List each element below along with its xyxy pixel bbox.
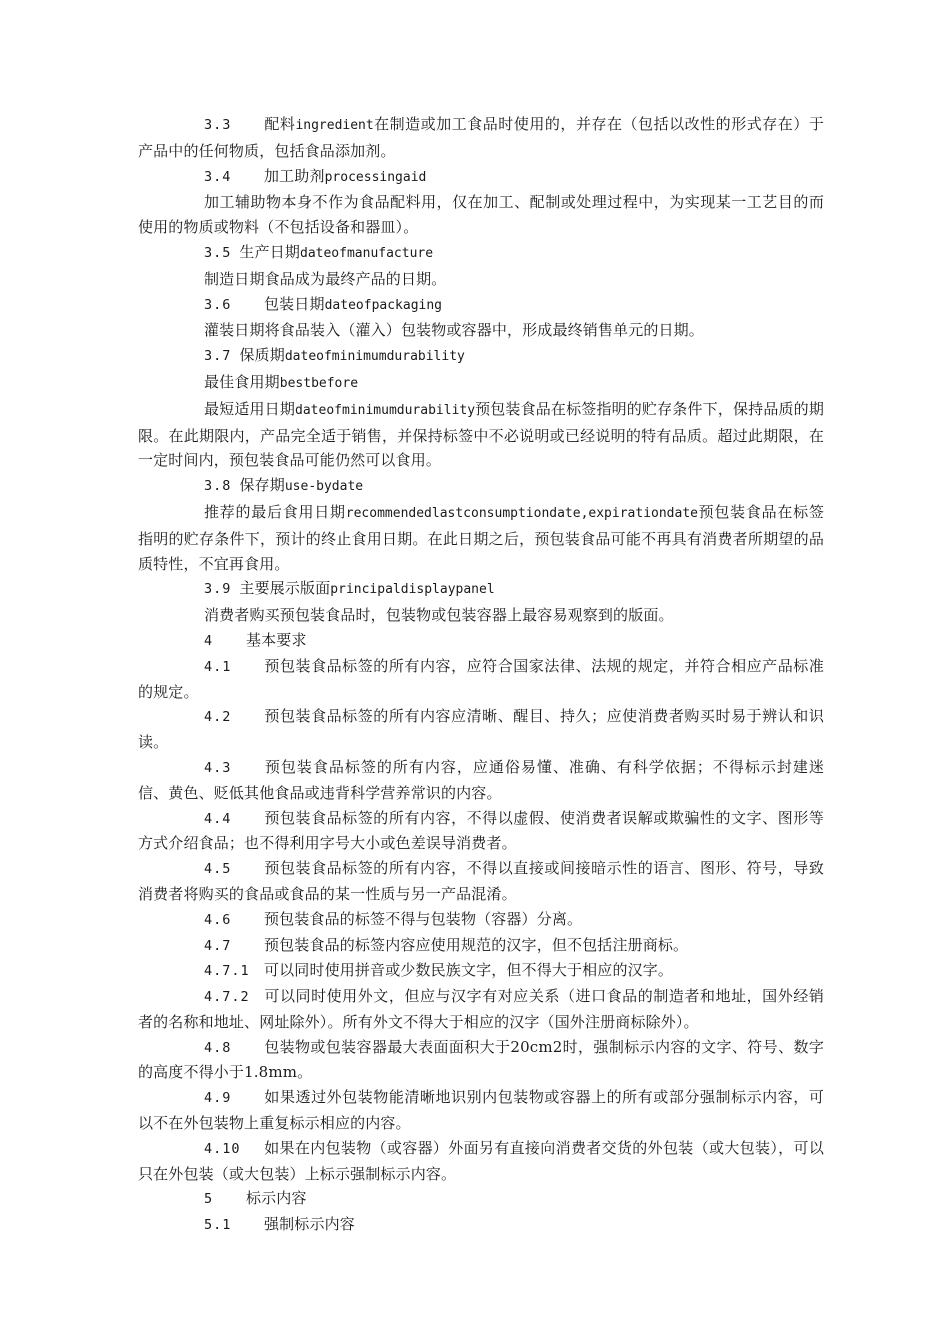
clause-text: 如果透过外包装物能清晰地识别内包装物或容器上的所有或部分强制标示内容，可以不在外包装物上重复标示相应的内容。 (138, 1088, 824, 1133)
clause-text: 预包装食品标签的所有内容，应符合国家法律、法规的规定，并符合相应产品标准的规定。 (138, 656, 824, 701)
clause-5-1 (138, 1212, 824, 1238)
term-en: dateofminimumdurability (295, 402, 476, 418)
term-cn: 主要展示版面 (239, 579, 331, 598)
clause-number: 4.10 (204, 1140, 241, 1157)
clause-number: 4.7 (204, 937, 232, 954)
clause-text: 预包装食品标签的所有内容，不得以直接或间接暗示性的语言、图形、符号，导致消费者将购买的食品或食品的某一性质与另一产品混淆。 (138, 859, 824, 903)
clause-4-3 (138, 755, 824, 806)
clause-3-6 (138, 292, 824, 319)
clause-number: 3.6 (204, 296, 232, 313)
clause-text: 包装物或包装容器最大表面面积大于20cm2时，强制标示内容的文字、符号、数字的高度不得小于1.8mm。 (138, 1037, 824, 1082)
clause-4-4 (138, 806, 824, 857)
term-en: principaldisplaypanel (330, 582, 495, 598)
section-title: 基本要求 (246, 630, 307, 649)
definition-text: 制造日期食品成为最终产品的日期。 (204, 269, 447, 288)
term-en: ingredient (295, 118, 374, 133)
clause-title: 强制标示内容 (264, 1215, 355, 1234)
term-alias (138, 370, 824, 397)
clause-number: 3.5 (204, 244, 232, 261)
term-cn: 推荐的最后食用日期 (204, 502, 346, 521)
clause-number: 4.4 (204, 810, 232, 827)
term-en: dateofminimumdurability (284, 349, 465, 365)
clause-4-8 (138, 1035, 824, 1086)
term-cn: 保存期 (239, 476, 285, 495)
clause-3-3 (138, 112, 824, 164)
clause-3-9 (138, 576, 824, 603)
clause-number: 4.7.1 (204, 963, 250, 980)
clause-number: 4 (204, 632, 214, 649)
document-body (138, 112, 824, 1238)
clause-number: 3.8 (204, 478, 232, 495)
section-4-heading (138, 628, 824, 654)
clause-text: 预包装食品在标签指明的贮存条件下，保持品质的期限。在此期限内，产品完全适于销售，并保持标签中不必说明或已经说明的特有品质。超过此期限，在一定时间内，预包装食品可能仍然可以食用。 (138, 399, 824, 470)
clause-4-9 (138, 1085, 824, 1136)
term-en: use-bydate (284, 479, 364, 495)
section-5-heading (138, 1186, 824, 1212)
clause-number: 3.9 (204, 581, 232, 598)
clause-number: 4.1 (204, 658, 232, 675)
term-en: bestbefore (279, 375, 359, 391)
clause-4-2 (138, 704, 824, 755)
clause-text: 预包装食品在标签指明的贮存条件下，预计的终止食用日期。在此日期之后，预包装食品可能不再具有消费者所期望的品质特性，不宜再食用。 (138, 502, 825, 573)
definition-text: 灌装日期将食品装入（灌入）包装物或容器中，形成最终销售单元的日期。 (204, 321, 704, 340)
clause-number: 4.2 (204, 709, 232, 726)
clause-number: 3.7 (204, 348, 232, 365)
clause-4-6 (138, 907, 824, 933)
clause-number: 4.7.2 (204, 989, 250, 1006)
clause-text: 预包装食品的标签不得与包装物（容器）分离。 (264, 909, 583, 928)
term-en: processingaid (324, 169, 427, 185)
term-cn: 最佳食用期 (204, 372, 280, 391)
term-cn: 包装日期 (264, 294, 325, 313)
clause-number: 4.9 (204, 1090, 232, 1107)
clause-4-7-2 (138, 984, 824, 1035)
clause-number: 4.5 (204, 861, 232, 878)
clause-4-5 (138, 856, 824, 907)
term-cn: 加工助剂 (264, 166, 325, 185)
clause-number: 3.4 (204, 168, 232, 185)
clause-text: 预包装食品标签的所有内容，应通俗易懂、准确、有科学依据；不得标示封建迷信、黄色、贬低其他食品或违背科学营养常识的内容。 (138, 757, 824, 802)
clause-number: 3.3 (204, 117, 232, 133)
definition-text (138, 397, 824, 473)
term-cn: 保质期 (239, 346, 285, 365)
clause-4-10 (138, 1136, 824, 1187)
term-cn: 配料 (264, 115, 296, 133)
clause-number: 5.1 (204, 1217, 232, 1234)
clause-number: 4.8 (204, 1039, 232, 1056)
term-en: recommendedlastconsumptiondate,expirationdate (345, 505, 698, 521)
clause-text: 可以同时使用拼音或少数民族文字，但不得大于相应的汉字。 (264, 961, 674, 980)
clause-4-7-1 (138, 958, 824, 984)
definition-text: 加工辅助物本身不作为食品配料用，仅在加工、配制或处理过程中，为实现某一工艺目的而使用的物质或物料（不包括设备和器皿）。 (138, 193, 824, 237)
clause-number: 5 (204, 1191, 214, 1208)
clause-3-4 (138, 164, 824, 191)
term-en: dateofmanufacture (300, 245, 434, 261)
clause-3-5 (138, 240, 824, 267)
definition-text (138, 500, 824, 576)
definition-text: 消费者购买预包装食品时，包装物或包装容器上最容易观察到的版面。 (204, 606, 674, 625)
clause-text: 在制造或加工食品时使用的，并存在（包括以改性的形式存在）于产品中的任何物质，包括食品添加剂。 (138, 115, 824, 160)
section-title: 标示内容 (246, 1189, 307, 1208)
clause-4-7 (138, 933, 824, 959)
clause-4-1 (138, 654, 824, 705)
term-en: dateofpackaging (324, 297, 443, 313)
term-cn: 最短适用日期 (204, 399, 296, 418)
clause-text: 预包装食品的标签内容应使用规范的汉字，但不包括注册商标。 (264, 935, 689, 954)
clause-text: 预包装食品标签的所有内容应清晰、醒目、持久；应使消费者购买时易于辨认和识读。 (138, 707, 824, 752)
clause-number: 4.3 (204, 759, 232, 776)
clause-3-8 (138, 473, 824, 500)
term-cn: 生产日期 (239, 242, 300, 261)
clause-text: 可以同时使用外文，但应与汉字有对应关系（进口食品的制造者和地址，国外经销者的名称和地址、网址除外）。所有外文不得大于相应的汉字（国外注册商标除外）。 (138, 987, 824, 1031)
clause-3-7 (138, 343, 824, 370)
clause-text: 预包装食品标签的所有内容，不得以虚假、使消费者误解或欺骗性的文字、图形等方式介绍食品；也不得利用字号大小或色差误导消费者。 (138, 808, 824, 853)
clause-text: 如果在内包装物（或容器）外面另有直接向消费者交货的外包装（或大包装），可以只在外包装（或大包装）上标示强制标示内容。 (138, 1138, 824, 1183)
clause-number: 4.6 (204, 911, 232, 928)
